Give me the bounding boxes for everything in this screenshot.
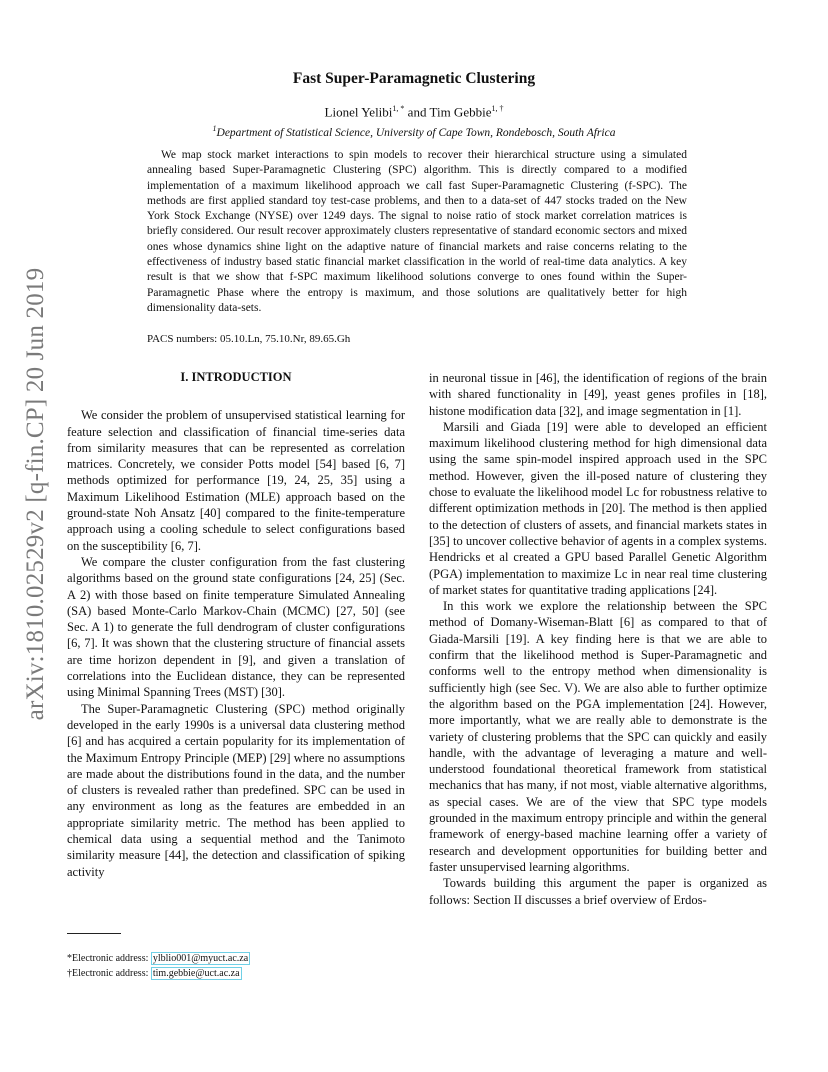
affiliation-marker: 1 xyxy=(212,124,217,133)
email-link-2[interactable]: tim.gebbie@uct.ac.za xyxy=(152,968,240,979)
email-link-1[interactable]: ylblio001@myuct.ac.za xyxy=(152,953,249,964)
abstract-text: We map stock market interactions to spin models to recover their hierarchical structure using a simulated annealing based Super-Paramagnetic Clustering (SPC) algorithm. This is directly compared to a modified implementation of a maximum likelihood approach we call fast Super-Paramagnetic Clustering (f-SPC). The methods are first applied standard toy test-case problems, and then to a data-set of 447 stocks traded on the New York Stock Exchange (NYSE) over 1249 days. The signal to noise ratio of stock market correlation matrices is briefly considered. Our result recover approximately clusters representative of standard economic sectors and mixed ones whose dynamics shine light on the adaptive nature of financial markets and raise concerns relating to the effectiveness of industry based static financial market classification in the world of real-time data analytics. A key result is that we show that f-SPC maximum likelihood solutions converge to ones found within the Super-Paramagnetic Phase where the entropy is maximum, and those solutions are qualitatively better for high dimensionality data-sets. xyxy=(147,149,687,314)
section-heading: I. INTRODUCTION xyxy=(180,370,292,384)
paragraph: Marsili and Giada [19] were able to developed an efficient maximum likelihood clustering method for high dimensional data using the same spin-model inspired approach used in the SPC method. However, given the ill-posed nature of clustering they chose to evaluate the likelihood model Lc for robustness relative to different optimization methods in [20]. The method is then applied to the detection of clusters of assets, and financial markets states in [35] to uncover collective behavior of agents in a complex systems. Hendricks et al created a GPU based Parallel Genetic Algorithm (PGA) implementation to maximize Lc in near real time clustering of market states for quantitative trading applications [24]. xyxy=(429,419,767,597)
author-1: Lionel Yelibi xyxy=(324,104,393,120)
author-1-affil[interactable]: 1, * xyxy=(392,104,405,113)
pacs-numbers: PACS numbers: 05.10.Ln, 75.10.Nr, 89.65.Gh xyxy=(147,333,351,345)
left-column xyxy=(67,369,405,880)
author-sep: and xyxy=(404,104,430,120)
author-2-affil[interactable]: 1, † xyxy=(491,104,504,113)
footnote-2 xyxy=(67,968,242,979)
arxiv-identifier-text: arXiv:1810.02529v2 [q-fin.CP] 20 Jun 2019 xyxy=(22,267,49,721)
paper-title: Fast Super-Paramagnetic Clustering xyxy=(292,70,536,87)
paragraph: in neuronal tissue in [46], the identification of regions of the brain with shared functionality in [49], yeast genes profiles in [18], histone modification data [32], and image segmentation in [1]. xyxy=(429,371,767,418)
footnote-1 xyxy=(67,953,250,964)
paragraph: The Super-Paramagnetic Clustering (SPC) method originally developed in the early 1990s is a universal data clustering method [6] and has acquired a certain popularity for its implementation of the Maximum Entropy Principle (MEP) [29] where no assumptions are made about the distributions found in the data, and the number of clusters is revealed rather than predefined. SPC can be used in any environment as long as the features are embedded in an appropriate similarity metric. The method has been applied to chemical data using a sequential method and the Tanimoto similarity measure [44], the detection and classification of spiking activity xyxy=(67,701,405,879)
footnote-rule xyxy=(67,933,121,934)
affiliation xyxy=(0,124,828,139)
paragraph: We consider the problem of unsupervised statistical learning for feature selection and classification of financial time-series data from similarity measures that can be represented as correlation matrices. Concretely, we consider Potts model [54] based [6, 7] methods optimized for performance [19, 24, 25, 35] using a Maximum Likelihood Estimation (MLE) approach based on the ground-state Noh Ansatz [40] compared to the finite-temperature approach using a cooling schedule to select configurations based on the susceptibility [6, 7]. xyxy=(67,408,405,553)
footnote-1-label: *Electronic address: xyxy=(67,953,151,964)
author-line xyxy=(0,104,828,120)
author-2: Tim Gebbie xyxy=(429,104,492,120)
arxiv-identifier xyxy=(16,267,56,721)
abstract xyxy=(147,148,687,316)
footnote-2-label: †Electronic address: xyxy=(67,968,151,979)
paragraph: We compare the cluster configuration from the fast clustering algorithms based on the ground state configurations [24, 25] (Sec. A 2) with those based on finite temperature Simulated Annealing (SA) based Monte-Carlo Markov-Chain (MCMC) [27, 50] (see Sec. A 1) to generate the full dendrogram of cluster configurations [6, 7]. It was shown that the clustering structure of financial assets are time horizon dependent in [9], and given a translation of correlations into the Euclidean distance, they can be represented using Minimal Spanning Trees (MST) [30]. xyxy=(67,554,405,700)
paragraph: In this work we explore the relationship between the SPC method of Domany-Wiseman-Blatt [6] as compared to that of Giada-Marsili [19]. A key finding here is that we are able to confirm that the likelihood method is Super-Paramagnetic and conforms well to the entropy method when dimensionality is sufficiently high (see Sec. V). We are also able to further optimize the algorithm based on the PGA implementation [24]. However, more importantly, what we are really able to demonstrate is the variety of clustering problems that the SPC can quickly and easily handle, with the advantage of leveraging a mature and well-understood foundational theoretical framework from statistical mechanics that has many, if not most, viable alternative algorithms, as special cases. We are of the view that SPC type models grounded in the maximum entropy principle and within the general framework of energy-based machine learning offer a variety of research and development opportunities for building better and faster unsupervised learning algorithms. xyxy=(429,599,767,874)
right-column xyxy=(429,370,767,908)
affiliation-text: Department of Statistical Science, University of Cape Town, Rondebosch, South Africa xyxy=(216,126,616,139)
paragraph: Towards building this argument the paper is organized as follows: Section II discusses a brief overview of Erdos- xyxy=(429,876,767,907)
